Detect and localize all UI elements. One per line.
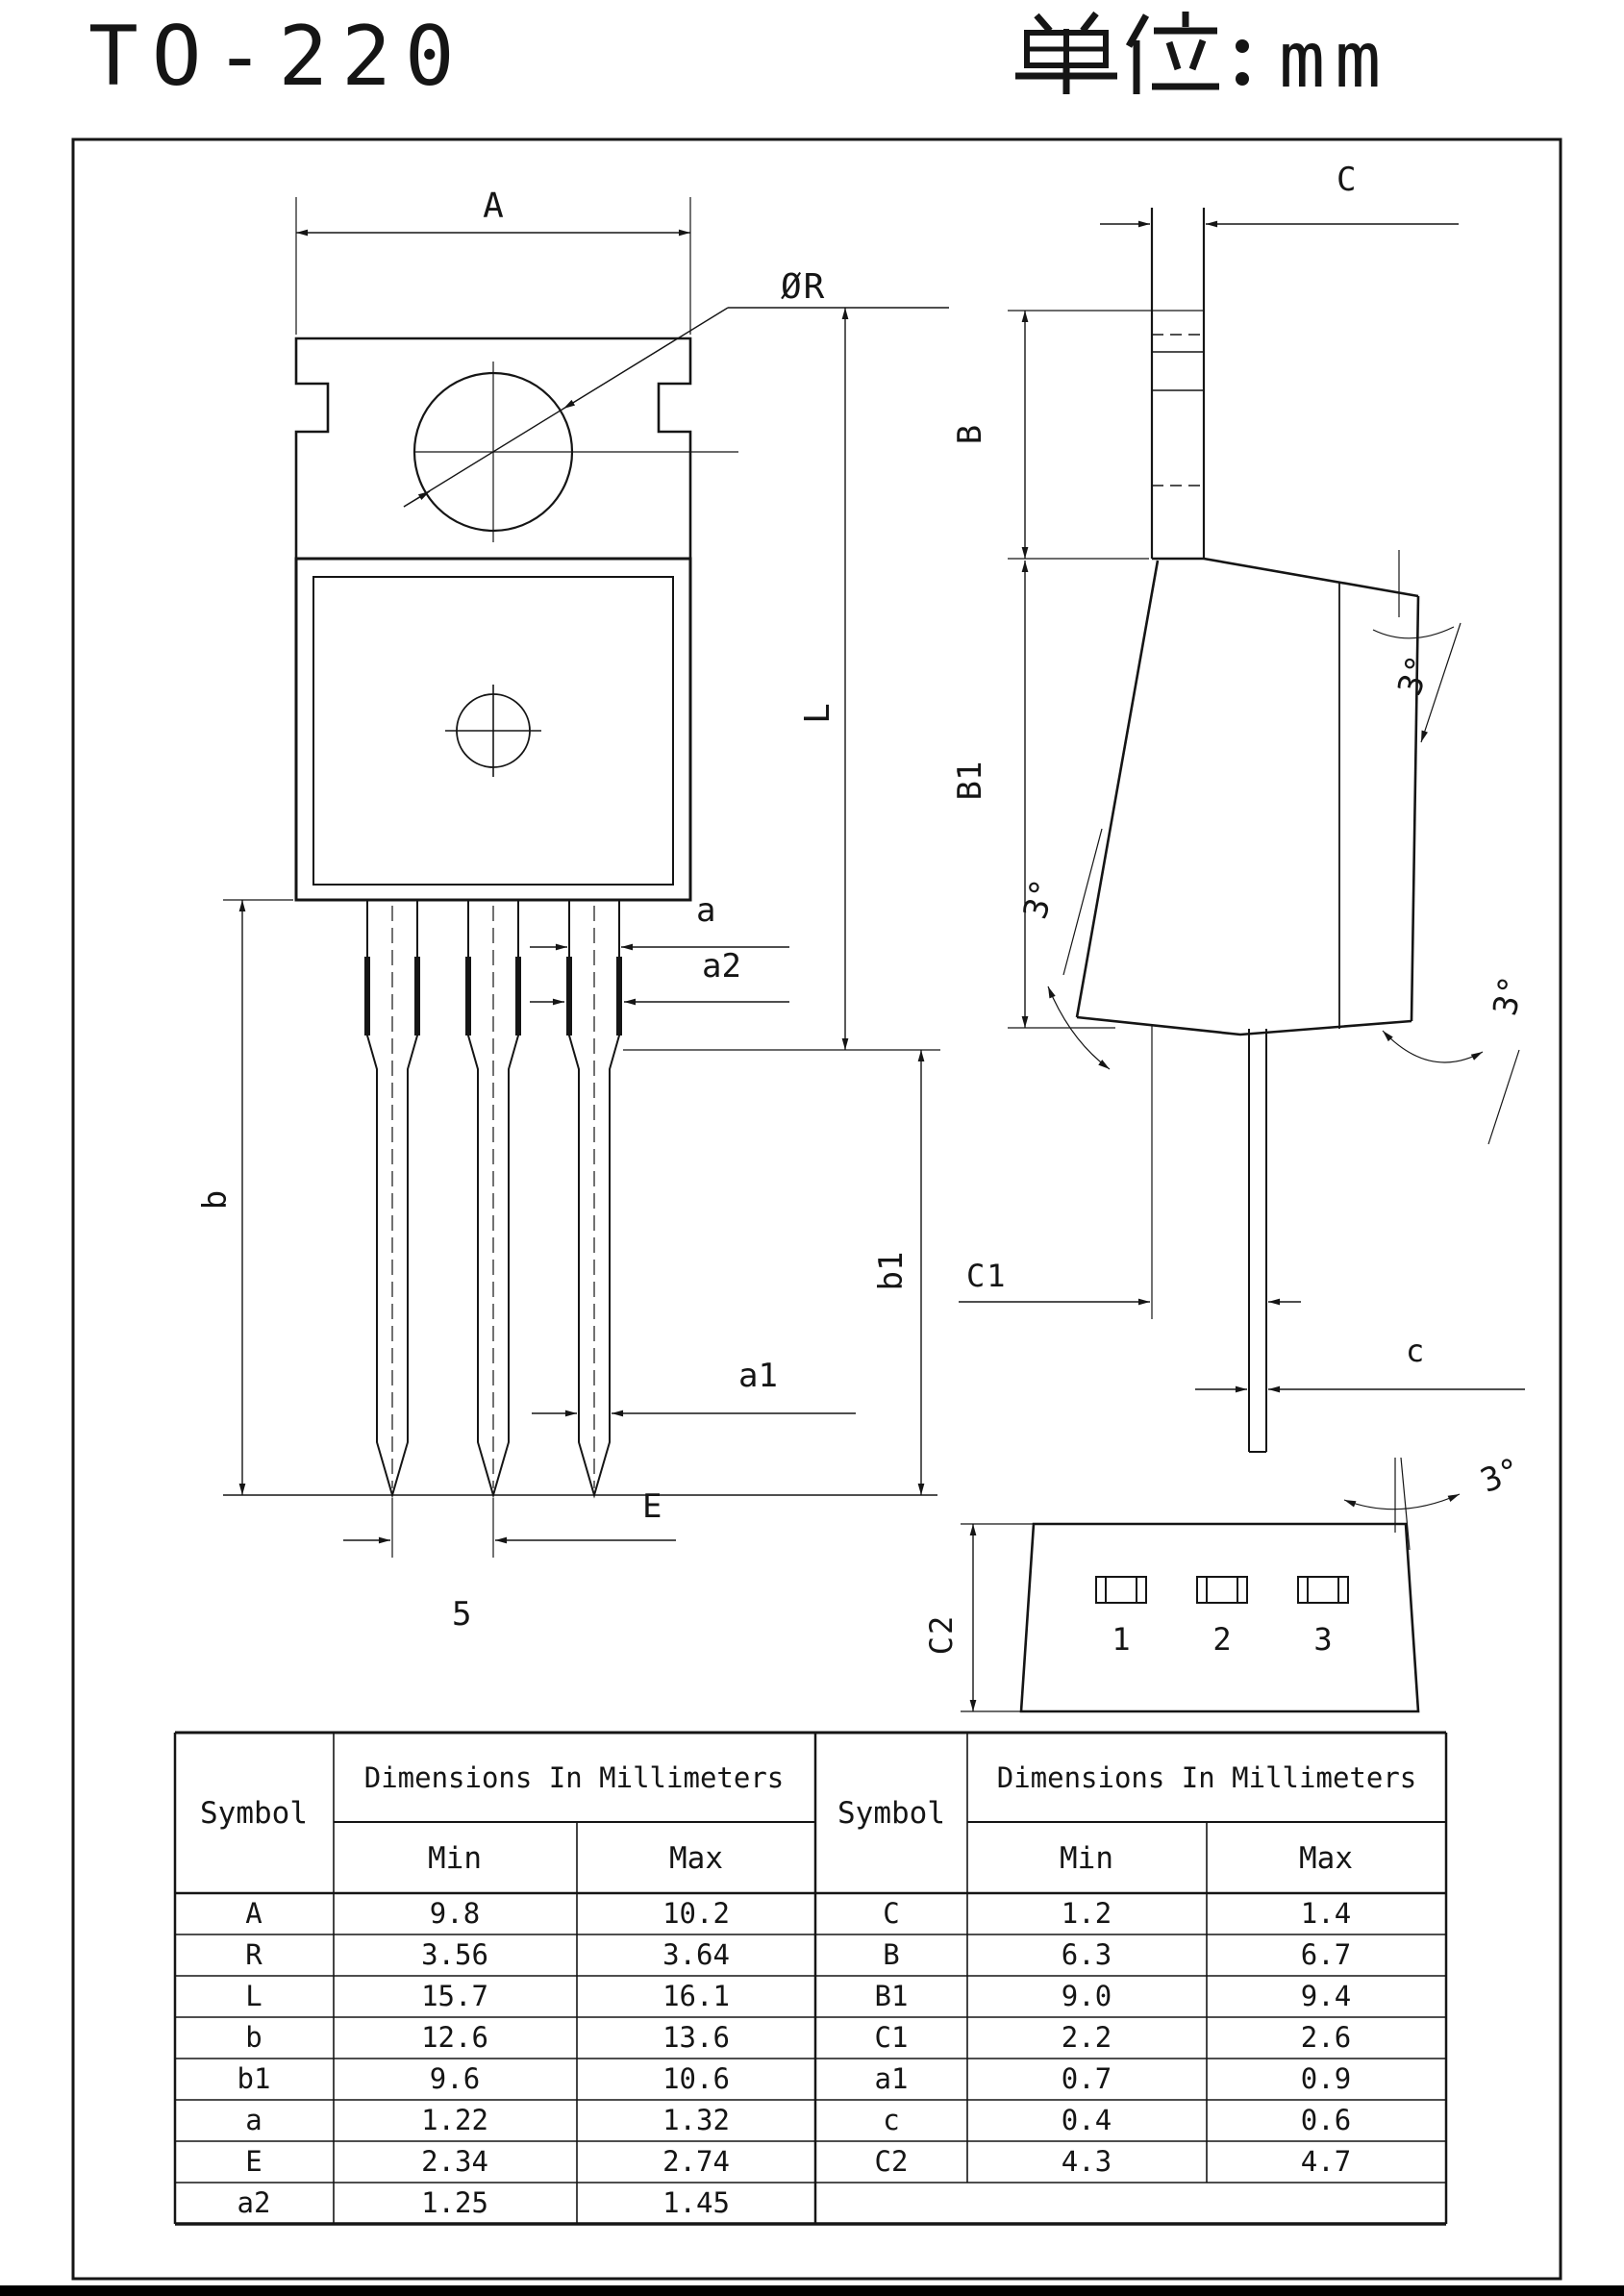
svg-text:a: a (696, 891, 716, 930)
svg-text:b1: b1 (872, 1251, 911, 1291)
svg-text:a: a (245, 2104, 262, 2136)
svg-text:a1: a1 (874, 2062, 909, 2095)
tab-hole-section-lines (1152, 335, 1204, 486)
left-symbol-header: Symbol (200, 1796, 308, 1831)
svg-text:0.7: 0.7 (1061, 2062, 1112, 2095)
svg-text:ØR: ØR (781, 267, 827, 307)
dim-c (1195, 1333, 1525, 1389)
figure-note: 5 (452, 1595, 472, 1634)
left-dim-header: Dimensions In Millimeters (363, 1761, 785, 1794)
dim-b1 (872, 1050, 921, 1495)
svg-text:E: E (642, 1487, 662, 1526)
unit-value: mm (1279, 15, 1391, 105)
svg-text:R: R (245, 1938, 262, 1971)
svg-text:C1: C1 (874, 2021, 909, 2054)
svg-text:15.7: 15.7 (421, 1980, 488, 2012)
pin-label-3: 3 (1313, 1621, 1333, 1658)
right-min-header: Min (1060, 1841, 1113, 1876)
svg-text:2.74: 2.74 (662, 2145, 730, 2178)
svg-text:C2: C2 (874, 2145, 909, 2178)
front-leads (367, 900, 619, 1495)
dim-B1 (951, 559, 1149, 1028)
right-max-header: Max (1299, 1841, 1353, 1876)
svg-text:b: b (245, 2021, 262, 2054)
svg-text:c: c (883, 2104, 900, 2136)
dim-E (343, 1487, 676, 1558)
angle-3deg-right (1383, 973, 1532, 1144)
side-body (1077, 559, 1418, 1035)
svg-text:0.6: 0.6 (1300, 2104, 1352, 2136)
left-max-header: Max (669, 1841, 723, 1876)
svg-text:0.4: 0.4 (1061, 2104, 1112, 2136)
left-min-header: Min (428, 1841, 482, 1876)
right-symbol-header: Symbol (837, 1796, 945, 1831)
svg-text:b: b (196, 1189, 235, 1210)
svg-text:B: B (951, 424, 989, 445)
pin-label-2: 2 (1212, 1621, 1232, 1658)
svg-text:B: B (883, 1938, 900, 1971)
bottom-edge-bar (0, 2285, 1624, 2296)
dim-a1 (532, 1357, 856, 1413)
svg-text:10.2: 10.2 (662, 1897, 730, 1930)
bottom-pads (1096, 1577, 1348, 1603)
svg-text:3°: 3° (1486, 972, 1533, 1019)
front-view (196, 187, 949, 1634)
svg-text:4.3: 4.3 (1061, 2145, 1112, 2178)
bottom-view (923, 1451, 1526, 1711)
svg-text:9.8: 9.8 (429, 1897, 481, 1930)
dim-phiR (404, 267, 949, 507)
svg-text:1.22: 1.22 (421, 2104, 488, 2136)
svg-text:A: A (245, 1897, 262, 1930)
svg-text:B1: B1 (874, 1980, 909, 2012)
svg-text:L: L (245, 1980, 262, 2012)
svg-text:12.6: 12.6 (421, 2021, 488, 2054)
svg-text:1.32: 1.32 (662, 2104, 730, 2136)
dim-B (951, 311, 1204, 559)
svg-text:2.6: 2.6 (1300, 2021, 1352, 2054)
svg-text:1.25: 1.25 (421, 2186, 488, 2219)
svg-text:1.45: 1.45 (662, 2186, 730, 2219)
dim-C (1100, 161, 1459, 224)
svg-text:E: E (245, 2145, 262, 2178)
angle-3deg-bottomview (1344, 1451, 1526, 1550)
svg-text:16.1: 16.1 (662, 1980, 730, 2012)
svg-text:0.9: 0.9 (1300, 2062, 1352, 2095)
svg-text:1.2: 1.2 (1061, 1897, 1112, 1930)
svg-text:2.34: 2.34 (421, 2145, 488, 2178)
svg-text:L: L (798, 703, 837, 724)
svg-text:B1: B1 (951, 761, 989, 801)
svg-text:9.6: 9.6 (429, 2062, 481, 2095)
svg-text:2.2: 2.2 (1061, 2021, 1112, 2054)
svg-text:a1: a1 (738, 1357, 778, 1395)
svg-text:6.7: 6.7 (1300, 1938, 1352, 1971)
side-lead (1249, 1029, 1266, 1452)
svg-text:3°: 3° (1015, 875, 1063, 924)
page-title: TO-220 (88, 9, 468, 105)
svg-text:1.4: 1.4 (1300, 1897, 1352, 1930)
svg-text:C1: C1 (966, 1258, 1008, 1294)
svg-text:6.3: 6.3 (1061, 1938, 1112, 1971)
dim-L (623, 308, 940, 1050)
svg-text:9.0: 9.0 (1061, 1980, 1112, 2012)
angle-3deg-left (1016, 829, 1110, 1069)
unit-label-cjk (1015, 12, 1249, 94)
svg-text:3°: 3° (1475, 1450, 1527, 1502)
svg-text:b1: b1 (237, 2062, 271, 2095)
right-table-rows (875, 1897, 1352, 2178)
right-dim-header: Dimensions In Millimeters (996, 1761, 1417, 1794)
svg-text:4.7: 4.7 (1300, 2145, 1352, 2178)
svg-text:c: c (1406, 1333, 1425, 1369)
svg-text:a2: a2 (702, 947, 741, 986)
pin-label-1: 1 (1112, 1621, 1131, 1658)
svg-text:13.6: 13.6 (662, 2021, 730, 2054)
svg-text:9.4: 9.4 (1300, 1980, 1352, 2012)
svg-text:10.6: 10.6 (662, 2062, 730, 2095)
dim-b (196, 900, 293, 1495)
svg-text:C2: C2 (923, 1613, 960, 1656)
dim-C2 (923, 1524, 1062, 1711)
svg-text:C: C (883, 1897, 900, 1930)
svg-text:C: C (1337, 161, 1357, 199)
svg-text:3.64: 3.64 (662, 1938, 730, 1971)
svg-text:A: A (483, 187, 504, 226)
svg-text:3.56: 3.56 (421, 1938, 488, 1971)
dimension-table (175, 1733, 1446, 2224)
bottom-body-outline (1021, 1524, 1418, 1711)
side-view (951, 161, 1532, 1452)
dim-A (296, 187, 690, 335)
svg-text:3°: 3° (1390, 650, 1439, 701)
svg-text:a2: a2 (237, 2186, 271, 2219)
